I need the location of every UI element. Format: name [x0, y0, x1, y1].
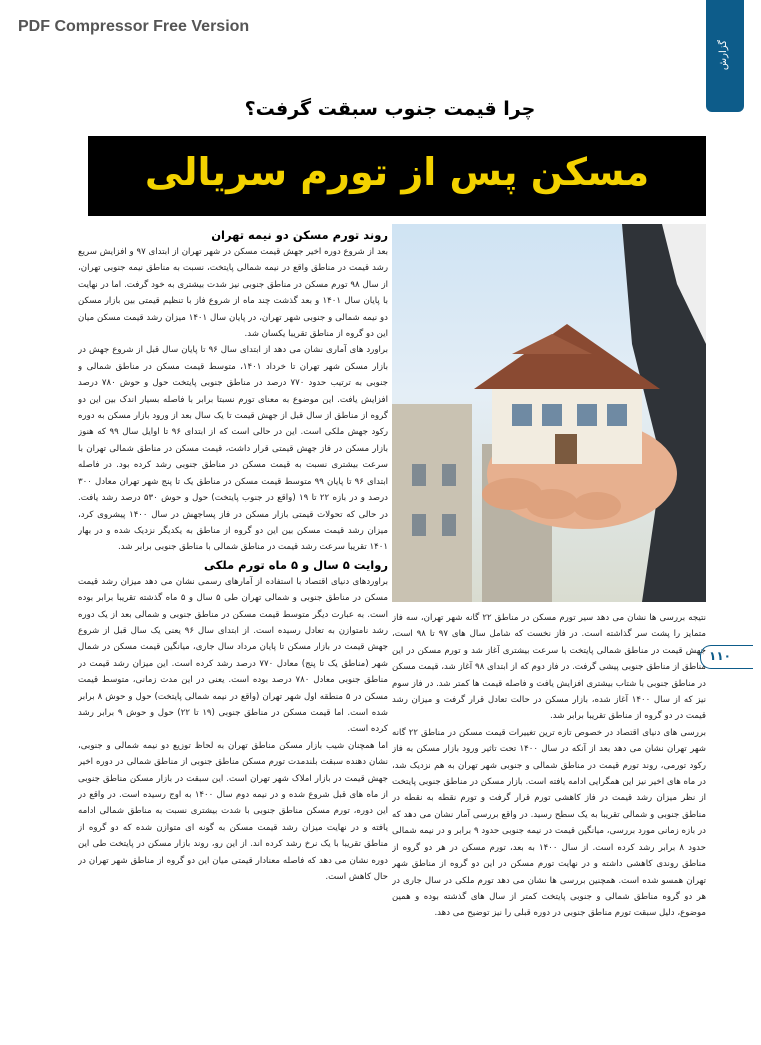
paragraph: براورد های آماری نشان می دهد از ابتدای سال ۹۶ تا پایان سال قبل از شروع جهش در بازار مسکن شهر تهران تا خرداد ۱۴۰۱، متوسط قیمت مسکن در مناطق شمالی و جنوبی به ترتیب حدود ۷۷۰ درصد در مناطق جنوبی پایتخت حول و حوش ۷۸۰ درصد افزایش یافت. این موضوع به معنای تورم نسبتا برابر با فاصله بسیار اندک بین این دو گروه از مناطق از سال قبل از جهش قیمت تا یک سال بعد از ورود بازار مسکن به دوره رکود جهش ملکی است. این در حالی است که از ابتدای ۹۶ تا اوایل سال ۹۹ که هنوز بازار مسکن در فاز جهش قیمتی قرار داشت، قیمت مسکن در مناطق شمالی تهران با سرعت بیشتری نسبت به قیمت مسکن در مناطق جنوبی رشد کرده بود. در فاصله ابتدای ۹۶ تا پایان ۹۹ متوسط قیمت مسکن در مناطق یک تا پنج شهر تهران معادل ۳۰۰ درصد و در بازه ۲۲ تا ۱۹ (واقع در جنوب پایتخت) حول و حوش ۵۳۰ درصد رشد یافت. در حالی که تحولات قیمتی بازار مسکن در فاز پساجهش در سال ۱۴۰۰ پیشروی کرد، میزان رشد قیمت مسکن بین این دو گروه از مناطق به یکدیگر نزدیک شده و در بهار ۱۴۰۱ تقریبا سرعت رشد قیمت در مناطق شمالی با مناطق جنوبی برابر شد.	[78, 345, 388, 553]
house-in-hand-photo	[392, 224, 706, 602]
page-number: ۱۱۰	[709, 649, 731, 663]
subhead-tehran-halves: روند تورم مسکن دو نیمه تهران	[211, 228, 388, 242]
house-illustration	[392, 224, 706, 602]
paragraph: براوردهای دنیای اقتصاد با استفاده از آمارهای رسمی نشان می دهد میزان رشد قیمت مسکن در مناطق جنوبی و شمالی تهران طی ۵ سال و ۵ ماه گذشته تقریبا برابر بوده است. به عبارت دیگر متوسط قیمت مسکن در مناطق جنوبی و شمالی بعد از یک دوره رشد نامتوازن به تعادل رسیده است. از ابتدای سال ۹۶ یعنی یک سال قبل از شروع جهش قیمت در بازار مسکن تا پایان مرداد سال جاری، میانگین قیمت مسکن در شمال شهر (مناطق یک تا پنج) معادل ۷۷۰ درصد رشد کرده است. این میزان رشد قیمت در مناطق جنوبی معادل ۷۸۰ درصد بوده است. یعنی در این مدت زمانی، متوسط قیمت مسکن در ۵ منطقه اول شهر تهران (واقع در نیمه شمالی پایتخت) حول و حوش ۸ برابر شده است. اما قیمت مسکن در مناطق جنوبی (۱۹ تا ۲۲) حول و حوش ۹ برابر رشد کرده است.	[78, 576, 388, 735]
page-number-badge	[700, 645, 753, 669]
pdf-watermark: PDF Compressor Free Version	[18, 18, 250, 35]
section-tab-label: گزارش	[718, 40, 729, 71]
headline-banner	[88, 136, 706, 216]
right-column	[392, 610, 706, 960]
section-tab	[706, 0, 744, 112]
paragraph: بررسی های دنیای اقتصاد در خصوص تازه ترین تغییرات قیمت مسکن در مناطق ۲۲ گانه شهر تهران نشان می دهد بعد از آنکه در سال ۱۴۰۰ تحت تاثیر ورود بازار مسکن به فاز رکود تورمی، روند تورم قیمت در مناطق شمالی و جنوبی شهر تهران به هم نزدیک شد، در ماه های اخیر نیز این همگرایی ادامه یافته است. بازار مسکن در مناطق جنوبی پایتخت از نظر میزان رشد قیمت در فاز کاهشی تورم قرار گرفت و تورم نقطه به نقطه در مناطق جنوبی و شمالی تقریبا به یک سطح رسید. در واقع بررسی آمار نشان می دهد که در بازه زمانی مورد بررسی، میانگین قیمت در نیمه جنوبی حدود ۹ برابر و در نیمه شمالی حدود ۸ برابر رشد کرده است. از سال ۱۴۰۰ به بعد، تورم مسکن در هر دو گروه از مناطق روندی کاهشی داشته و در نهایت تورم مسکن در این دو گروه از مناطق شهر تهران همسو شده است. همچنین بررسی ها نشان می دهد تورم ملکی در سال جاری در هر دو گروه مناطق شمالی و جنوبی پایتخت کمتر از سال های گذشته بوده و همین موضوع، دلیل سبقت تورم مناطق جنوبی در دوره قبلی را نیز توضیح می دهد.	[392, 727, 706, 919]
paragraph: نتیجه بررسی ها نشان می دهد سیر تورم مسکن در مناطق ۲۲ گانه شهر تهران، سه فاز متمایز را پشت سر گذاشته است. در فاز نخست که شامل سال های ۹۷ تا ۹۸ است، جهش قیمت در مناطق شمالی پایتخت با سرعت بیشتری آغاز شد و تورم مسکن در این مناطق از مناطق جنوبی پیشی گرفت. در فاز دوم که از ابتدای ۹۸ آغاز شد، قیمت مسکن در مناطق جنوبی با شتاب بیشتری افزایش یافت و فاصله قیمت ها کمتر شد. در فاز سوم نیز که از سال ۱۴۰۰ آغاز شده، بازار مسکن در حالت تعادل قرار گرفت و میزان رشد قیمت در دو گروه از مناطق تقریبا برابر شد.	[392, 613, 706, 722]
headline: مسکن پس از تورم سریالی	[144, 150, 650, 194]
kicker-title: چرا قیمت جنوب سبقت گرفت؟	[244, 98, 536, 120]
background-building	[392, 404, 472, 602]
paragraph: اما همچنان شیب بازار مسکن مناطق تهران به لحاظ توزیع دو نیمه شمالی و جنوبی، نشان دهنده سبقت بلندمدت تورم مسکن مناطق جنوبی از مناطق شمالی در دوره اخیر جهش قیمت در بازار املاک شهر تهران است. این سبقت در بازار مسکن مناطق جنوبی از ماه های قبل شروع شده و در نیمه دوم سال ۱۴۰۰ به اوج رسیده است. در واقع در این دوره، تورم مسکن مناطق جنوبی با شدت بیشتری نسبت به مناطق شمالی ادامه یافته و در نهایت میزان رشد قیمت مسکن به گونه ای متوازن شده که دو گروه از مناطق تقریبا با یک نرخ رشد کرده اند. از این رو، روند بازار مسکن در پایتخت طی این دوره نشان می دهد که فاصله معنادار قیمتی میان این دو گروه از مناطق شهر تهران در حال کاهش است.	[78, 740, 388, 883]
paragraph: بعد از شروع دوره اخیر جهش قیمت مسکن در شهر تهران از ابتدای ۹۷ و افزایش سریع رشد قیمت در مناطق واقع در نیمه شمالی پایتخت، نسبت به مناطق نیمه جنوبی تهران، از سال ۹۸ تورم مسکن در مناطق جنوبی نیز شدت بیشتری به خود گرفت. اما در نهایت با پایان سال ۱۴۰۱ و بعد گذشت چند ماه از شروع فاز با تنظیم قیمتی بین بازار مسکن دو نیمه شمالی و جنوبی شهر تهران، در پایان سال ۱۴۰۱ میزان رشد قیمت مسکن میان این دو گروه از مناطق تقریبا یکسان شد.	[78, 247, 388, 340]
left-column	[78, 226, 388, 1026]
subhead-five-years: روایت ۵ سال و ۵ ماه تورم ملکی	[204, 557, 388, 572]
